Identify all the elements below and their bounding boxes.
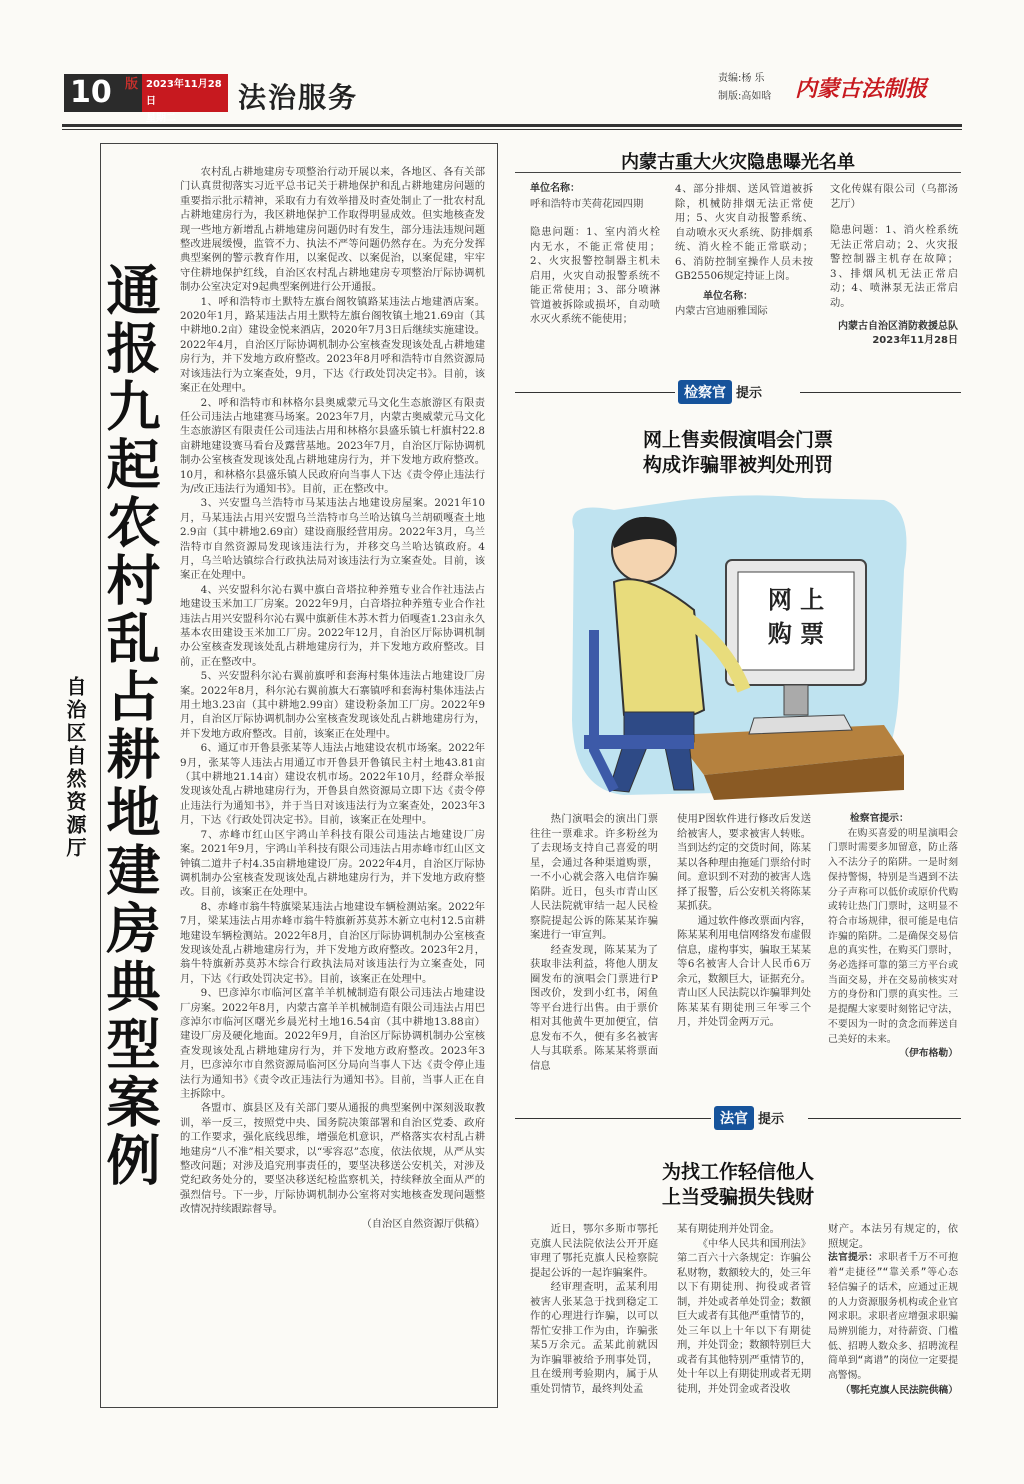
prosecutor-article-title-line2: 构成诈骗罪被判处刑罚	[642, 454, 833, 476]
paragraph: 1、呼和浩特市土默特左旗台阁牧镇路某违法占地建酒店案。2020年1月，路某违法占用土默特左旗台阁牧镇土地21.69亩（其中耕地0.2亩）建设金悦来酒店，2020年7月3日后继续实施建设。2022年4月，自治区厅际协调机制办公室核查发现该处乱占耕地建房行为，并下发地方政府整改。2023年8月呼和浩特市自然资源局对该违法行为立案查处，9月，下达《行政处罚决定书》。目前，该案正在处理中。	[180, 295, 485, 395]
unit-name: 内蒙古宫迪丽雅国际	[675, 305, 768, 317]
fire-signature-date: 2023年11月28日	[872, 335, 958, 346]
advice-credit: （伊布格勒）	[899, 1048, 958, 1060]
judge-column-2	[677, 1222, 811, 1396]
advice-text: 在购买喜爱的明星演唱会门票时需要多加留意，防止落入不法分子的陷阱。一是时刻保持警惕，特别是当遇到不法分子声称可以低价或原价代购或转让热门门票时，这明显不符合市场规律，很可能是电信诈骗的陷阱。二是确保交易信息的真实性，在购买门票时，务必选择可靠的第三方平台或当面交易，并在交易前核实对方的身份和门票的真实性。三是提醒大家要时刻铭记守法，不要因为一时的贪念而葬送自己美好的未来。	[828, 827, 958, 1045]
prosecutor-column-2	[677, 812, 811, 1030]
fire-column-3	[830, 182, 958, 348]
paragraph: 9、巴彦淖尔市临河区富羊羊机械制造有限公司违法占地建设厂房案。2022年8月，内蒙古富羊羊机械制造有限公司违法占用巴彦淖尔市临河区曙光乡晨光村土地16.54亩（其中耕地13.88亩）建设厂房及硬化地面。2022年9月，自治区厅际协调机制办公室核查发现该处乱占耕地建房行为，并下发地方政府整改。2023年3月，巴彦淖尔市自然资源局临河区分局向当事人下达《责令停止违法行为通知书》《责令改正违法行为通知书》。目前，当事人正在自主拆除中。	[180, 987, 485, 1100]
page-ban-label: 版	[124, 77, 138, 92]
paragraph: 各盟市、旗县区及有关部门要从通报的典型案例中深刻汲取教训，举一反三，按照党中央、国务院决策部署和自治区党委、政府的工作要求，强化底线思维，增强危机意识，严格落实农村乱占耕地建房“八不准”相关要求，以“零容忍”态度，依法依规，从严从实整改问题；对涉及追究刑事责任的，要坚决移送公安机关，对涉及党纪政务处分的，要坚决移送纪检监察机关，持续释放全面从严的强烈信号。下一步，厅际协调机制办公室将对实地核查发现问题整改情况持续跟踪督导。	[180, 1102, 485, 1216]
prosecutor-advice	[828, 812, 958, 1062]
divider	[515, 1118, 711, 1119]
fire-list-title: 内蒙古重大火灾隐患曝光名单	[621, 152, 855, 173]
judge-article-title-line2: 上当受骗损失钱财	[661, 1186, 814, 1208]
header-rule	[62, 124, 962, 127]
page-number: 10 版	[64, 74, 142, 112]
prosecutor-article-title: 网上售卖假演唱会门票 构成诈骗罪被判处刑罚	[515, 428, 961, 478]
advice-heading: 检察官提示：	[850, 813, 909, 824]
left-article-credit: （自治区自然资源厅供稿）	[361, 1217, 485, 1230]
paragraph: 通过软件修改票面内容，陈某某利用电信网络发布虚假信息，虚构事实，骗取王某某等6名被害人合计人民币6万余元，数额巨大，证据充分。青山区人民法院以诈骗罪判处陈某某有期徒刑三年零三个月，并处罚金两万元。	[677, 914, 811, 1028]
paragraph: 使用P图软件进行修改后发送给被害人，要求被害人转账。当到达约定的交货时间，陈某某以各种理由拖延门票给付时间。意识到不对劲的被害人选择了报警，后公安机关将陈某某抓获。	[677, 813, 811, 912]
hazard-text: 隐患问题：1、室内消火栓内无水，不能正常使用；2、火灾报警控制器主机未启用，火灾自动报警系统不能正常使用；3、部分喷淋管道被拆除或损坏，自动喷水灭火系统不能使用；	[530, 226, 660, 325]
paragraph: 经查发现，陈某某为了获取非法利益，将他人朋友圈发布的演唱会门票进行P图改价，发到小红书，闲鱼等平台进行出售。由于票价相对其他黄牛更加便宜，信息发布不久，便有多名被害人与其联系。陈某某将票面信息	[530, 943, 658, 1072]
paragraph: 5、兴安盟科尔沁右翼前旗呼和套海村集体违法占地建设厂房案。2022年8月，科尔沁右翼前旗大石寨镇呼和套海村集体违法占用土地3.23亩（其中耕地2.99亩）建设粉条加工厂房。2022年9月，自治区厅际协调机制办公室核查发现该处乱占耕地建房行为，并下发地方政府整改。目前，该案正在处理中。	[180, 670, 485, 740]
prosecutor-column-1	[530, 812, 658, 1073]
producer-credit: 制版:高如晗	[718, 91, 772, 102]
paragraph: 8、赤峰市翁牛特旗梁某违法占地建设车辆检测站案。2022年7月，梁某违法占用赤峰市翁牛特旗新苏莫苏木新立屯村12.5亩耕地建设车辆检测站。2022年8月，自治区厅际协调机制办公室核查发现该处乱占耕地建房行为，并下发地方政府整改。2023年2月，翁牛特旗新苏莫苏木综合行政执法局对该违法行为立案查处，同月，下达《行政处罚决定书》。目前，该案正在处理中。	[180, 900, 485, 985]
divider	[515, 392, 675, 393]
judge-advice	[828, 1222, 958, 1398]
paragraph: 7、赤峰市红山区宇鸿山羊科技有限公司违法占地建设厂房案。2021年9月，宇鸿山羊科技有限公司违法占用赤峰市红山区文钟镇二道井子村4.35亩耕地建设厂房。2022年4月，自治区厅际协调机制办公室核查发现该处乱占耕地建房行为，并下发地方政府整改。目前，该案正在处理中。	[180, 828, 485, 899]
divider	[808, 1118, 961, 1119]
page-header	[0, 62, 1024, 122]
paragraph: 财产。本法另有规定的，依照规定。	[828, 1223, 958, 1250]
online-ticket-illustration	[554, 490, 922, 802]
hazard-text: 隐患问题：1、消火栓系统无法正常启动；2、火灾报警控制器主机存在故障；3、排烟风机无法正常启动；4、喷淋泵无法正常启动。	[830, 224, 958, 309]
advice-heading: 法官提示：	[828, 1252, 879, 1264]
unit-label: 单位名称：	[703, 290, 753, 302]
judge-tip: 提示	[758, 1112, 785, 1127]
fire-column-1	[530, 182, 660, 327]
paragraph: 4、兴安盟科尔沁右翼中旗白音塔拉种养殖专业合作社违法占地建设玉米加工厂房案。2022年9月，白音塔拉种养殖专业合作社违法占用兴安盟科尔沁右翼中旗新佳木苏木哲力佰嘎查1.23亩永久基本农田建设玉米加工厂房。2022年12月，自治区厅际协调机制办公室核查发现该处乱占耕地建房行为，并下发地方政府整改。目前，正在整改中。	[180, 583, 485, 668]
advice-text: 求职者千万不可抱着“走捷径”“靠关系”等心态轻信骗子的话术，应通过正规的人力资源服务机构或企业官网求职。求职者应增强求职骗局辨别能力，对待薪资、门槛低、招聘人数众多、招聘流程简单到“离谱”的岗位一定要提高警惕。	[828, 1252, 959, 1382]
left-article-body	[180, 165, 485, 1231]
judge-article-title: 为找工作轻信他人 上当受骗损失钱财	[515, 1160, 961, 1210]
judge-column-1	[530, 1222, 658, 1396]
illus-sign-line2: 购 票	[767, 620, 825, 648]
left-article-title: 通报九起农村乱占耕地建房典型案例	[98, 262, 162, 1190]
unit-label: 单位名称：	[530, 183, 580, 194]
paragraph: 2、呼和浩特市和林格尔县奥威蒙元马文化生态旅游区有限责任公司违法占地建赛马场案。2023年7月，内蒙古奥威蒙元马文化生态旅游区有限责任公司违法占用和林格尔县盛乐镇七杆旗村22.8亩耕地建设赛马看台及露营基地。2023年7月，自治区厅际协调机制办公室核查发现该处乱占耕地建房行为，并下发地方政府整改。10月，和林格尔县盛乐镇人民政府向当事人下达《责令停止违法行为/改正违法行为通知书》。目前，正在整改中。	[180, 396, 485, 495]
issue-date: 2023年11月28日 星期二	[142, 74, 228, 112]
editor-credits: 责编:杨 乐 制版:高如晗	[718, 70, 771, 106]
issue-weekday: 星期二	[146, 113, 176, 124]
fire-signature-org: 内蒙古自治区消防救援总队	[838, 321, 958, 332]
paragraph: 某有期徒刑并处罚金。	[677, 1223, 780, 1235]
header-rule-thin	[62, 129, 962, 130]
paragraph: 农村乱占耕地建房专项整治行动开展以来，各地区、各有关部门认真贯彻落实习近平总书记关于耕地保护和乱占耕地建房问题的重要指示批示精神，采取有力有效举措及时查处制止了一批农村乱占耕地建房行为，我区耕地保护工作取得明显成效。但实地核查发现一些地方新增乱占耕地建房问题仍时有发生，部分违法违规问题整改进展缓慢，监管不力、执法不严等问题仍然存在。为充分发挥典型案例的警示教育作用，以案促改、以案促治，以案促建，牢牢守住耕地保护红线，自治区农村乱占耕地建房专项整治厅际协调机制办公室决定对9起典型案例进行公开通报。	[180, 166, 485, 294]
judge-tag: 法官 提示	[714, 1106, 784, 1130]
hazard-text: 4、部分排烟、送风管道被拆除，机械防排烟无法正常使用；5、火灾自动报警系统、自动喷水灭火系统、防排烟系统、消火栓不能正常联动；6、消防控制室操作人员未按GB25506规定持证上岗。	[675, 183, 813, 282]
newspaper-logo: 内蒙古法制报	[795, 76, 928, 102]
paragraph: 经审理查明，孟某利用被害人张某急于找到稳定工作的心理进行诈骗，以可以帮忙安排工作为由，诈骗张某5万余元。孟某此前就因为诈骗罪被给予刑事处罚，且在缓刑考验期内，属于从重处罚情节，最终判处孟	[530, 1281, 658, 1395]
prosecutor-tip: 提示	[736, 386, 763, 401]
paragraph: 近日，鄂尔多斯市鄂托克旗人民法院依法公开开庭审理了鄂托克旗人民检察院提起公诉的一起诈骗案件。	[530, 1223, 658, 1279]
paragraph: 热门演唱会的演出门票往往一票难求。许多粉丝为了去现场支持自己喜爱的明星，会通过各种渠道购票，一不小心就会落入电信诈骗陷阱。近日，包头市青山区人民法院就审结一起人民检察院提起公诉的陈某某诈骗案进行一审宣判。	[530, 813, 658, 941]
illus-sign-line1: 网 上	[767, 586, 825, 614]
divider	[800, 392, 961, 393]
prosecutor-tag: 检察官 提示	[678, 380, 762, 404]
left-article-source: 自治区自然资源厅	[63, 676, 87, 860]
fire-column-2	[675, 182, 813, 319]
unit-name: 呼和浩特市芙荷花园四期	[530, 197, 644, 210]
paragraph: 6、通辽市开鲁县张某等人违法占地建设农机市场案。2022年9月，张某等人违法占用通辽市开鲁县开鲁镇民主村土地43.81亩（其中耕地21.14亩）建设农机市场。2022年10月，经群众举报发现该处乱占耕地建房行为，开鲁县自然资源局立即下达《责令停止违法行为通知书》，并于当日对该违法行为立案查处，2023年3月，下达《行政处罚决定书》。目前，该案正在处理中。	[180, 742, 485, 827]
section-title: 法治服务	[238, 81, 359, 114]
paragraph: 《中华人民共和国刑法》第二百六十六条规定：诈骗公私财物，数额较大的，处三年以下有期徒刑、拘役或者管制，并处或者单处罚金；数额巨大或者有其他严重情节的，处三年以上十年以下有期徒刑，并处罚金；数额特别巨大或者有其他特别严重情节的，处十年以上有期徒刑或者无期徒刑，并处罚金或者没收	[677, 1237, 811, 1395]
advice-credit: （鄂托克旗人民法院供稿）	[840, 1384, 958, 1396]
paragraph: 3、兴安盟乌兰浩特市马某违法占地建设房屋案。2021年10月，马某违法占用兴安盟乌兰浩特市乌兰哈达镇乌兰胡硕嘎查土地2.9亩（其中耕地2.69亩）建设商服经营用房。2022年3月，乌兰浩特市自然资源局发现该违法行为，并移交乌兰哈达镇政府。4月，乌兰哈达镇综合行政执法局对该违法行为立案查处。目前，该案正在处理中。	[180, 497, 485, 582]
unit-name-cont: 文化传媒有限公司（乌都汤艺厅）	[830, 183, 958, 210]
